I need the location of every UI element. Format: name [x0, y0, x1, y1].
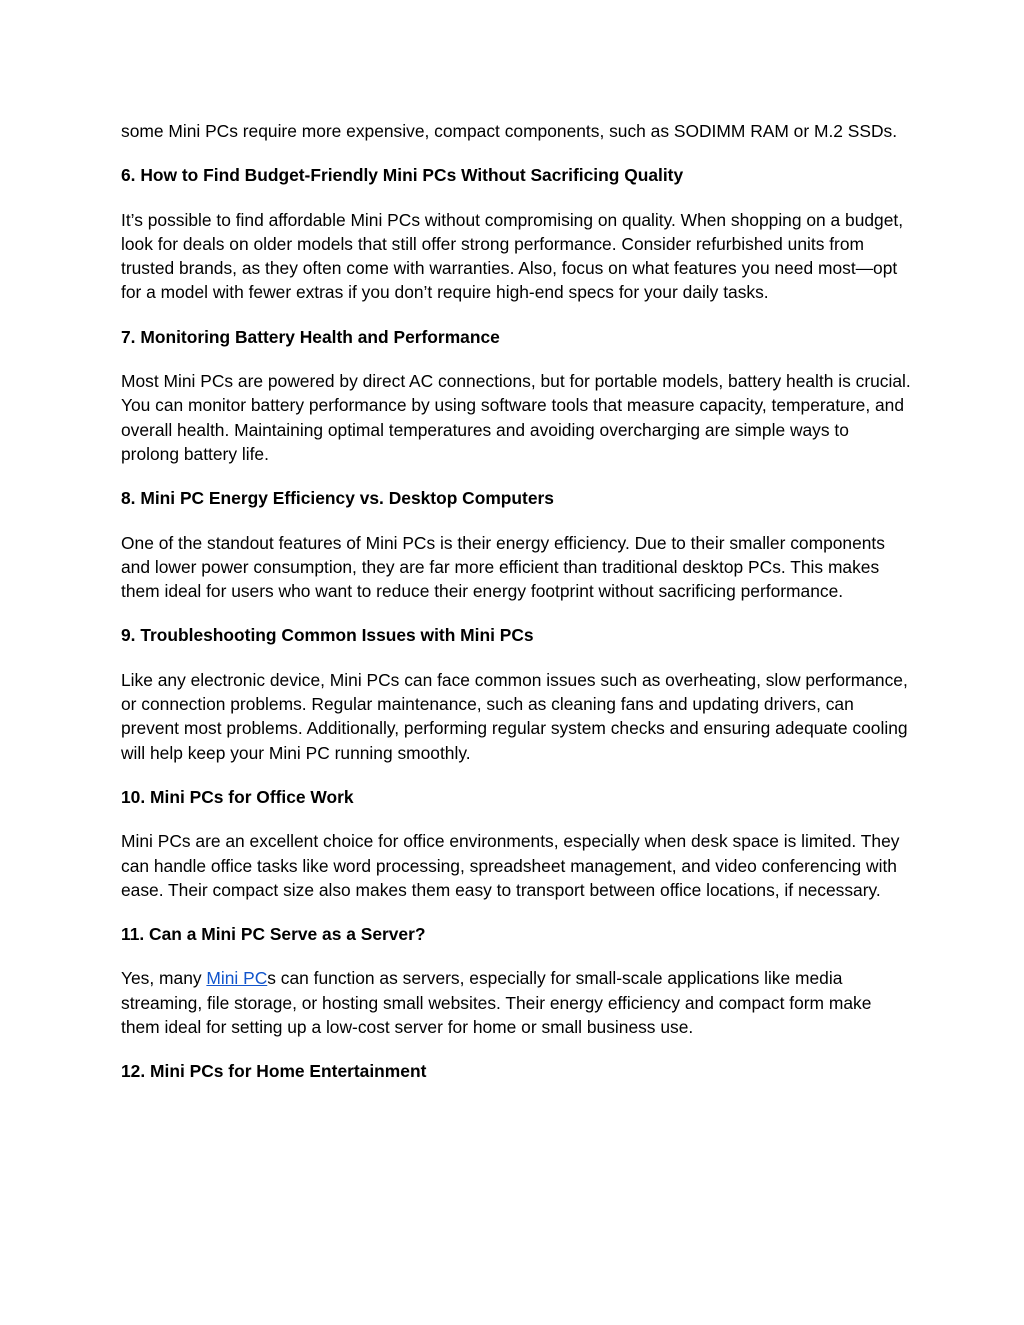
- section-9-paragraph: Like any electronic device, Mini PCs can face common issues such as overheating, slow performance, or connection problems. Regular maintenance, such as cleaning fans and updating drivers, can prevent most problems. Additionally, performing regular system checks and ensuring adequate cooling will help keep your Mini PC running smoothly.: [121, 669, 908, 763]
- section-11-text-start: Yes, many: [121, 968, 207, 989]
- document-page: [121, 119, 911, 1104]
- section-11-heading: 11. Can a Mini PC Serve as a Server?: [121, 924, 426, 945]
- section-10-heading: 10. Mini PCs for Office Work: [121, 786, 354, 807]
- section-7-paragraph: Most Mini PCs are powered by direct AC connections, but for portable models, battery health is crucial. You can monitor battery performance by using software tools that measure capacity, temperature, and overall health. Maintaining optimal temperatures and avoiding overcharging are simple ways to prolong battery life.: [121, 371, 911, 464]
- section-10-paragraph: Mini PCs are an excellent choice for office environments, especially when desk space is limited. They can handle office tasks like word processing, spreadsheet management, and video conferencing with ease. Their compact size also makes them easy to transport between office locations, if necessary.: [121, 831, 900, 900]
- section-8-paragraph: One of the standout features of Mini PCs is their energy efficiency. Due to their smaller components and lower power consumption, they are far more efficient than traditional desktop PCs. This makes them ideal for users who want to reduce their energy footprint without sacrificing performance.: [121, 532, 885, 602]
- section-12-heading: 12. Mini PCs for Home Entertainment: [121, 1061, 427, 1082]
- section-6-heading: 6. How to Find Budget-Friendly Mini PCs Without Sacrificing Quality: [121, 165, 684, 186]
- mini-pc-link[interactable]: Mini PC: [206, 968, 268, 989]
- section-11-text-end: s can function as servers, especially for small-scale applications like media streaming, file storage, or hosting small websites. Their energy efficiency and compact form make them ideal for setting up a low-cost server for home or small business use.: [121, 968, 872, 1038]
- section-6-paragraph: It’s possible to find affordable Mini PCs without compromising on quality. When shopping on a budget, look for deals on older models that still offer strong performance. Consider refurbished units from trusted brands, as they often come with warranties. Also, focus on what features you need most—opt for a model with fewer extras if you don’t require high-end specs for your daily tasks.: [121, 209, 904, 303]
- intro-paragraph: some Mini PCs require more expensive, compact components, such as SODIMM RAM or M.2 SSDs.: [121, 121, 898, 141]
- section-8-heading: 8. Mini PC Energy Efficiency vs. Desktop Computers: [121, 488, 554, 509]
- section-11-paragraph: [121, 966, 911, 1039]
- section-9-heading: 9. Troubleshooting Common Issues with Mini PCs: [121, 625, 534, 646]
- section-7-heading: 7. Monitoring Battery Health and Performance: [121, 326, 500, 347]
